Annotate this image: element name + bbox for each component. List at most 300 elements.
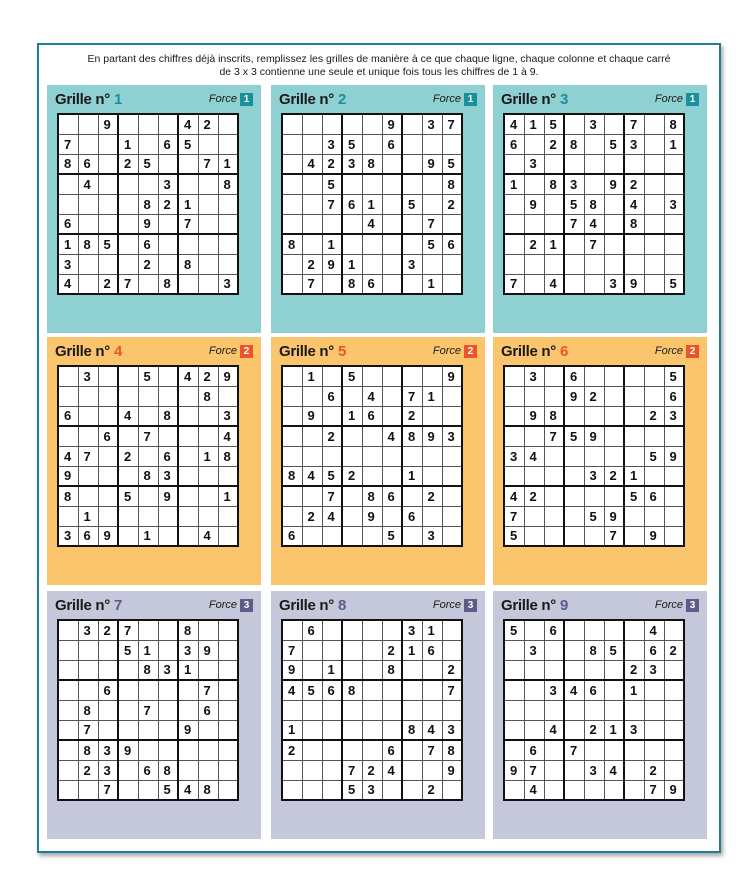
empty-cell[interactable] — [604, 366, 624, 386]
empty-cell[interactable] — [218, 114, 238, 134]
empty-cell[interactable] — [564, 114, 584, 134]
empty-cell[interactable] — [302, 234, 322, 254]
empty-cell[interactable] — [362, 174, 382, 194]
empty-cell[interactable] — [282, 114, 302, 134]
empty-cell[interactable] — [158, 154, 178, 174]
empty-cell[interactable] — [178, 486, 198, 506]
empty-cell[interactable] — [382, 680, 402, 700]
empty-cell[interactable] — [78, 680, 98, 700]
empty-cell[interactable] — [178, 386, 198, 406]
empty-cell[interactable] — [302, 720, 322, 740]
empty-cell[interactable] — [402, 114, 422, 134]
empty-cell[interactable] — [178, 466, 198, 486]
empty-cell[interactable] — [624, 506, 644, 526]
empty-cell[interactable] — [402, 740, 422, 760]
empty-cell[interactable] — [624, 640, 644, 660]
empty-cell[interactable] — [178, 426, 198, 446]
empty-cell[interactable] — [442, 406, 462, 426]
empty-cell[interactable] — [138, 114, 158, 134]
empty-cell[interactable] — [158, 680, 178, 700]
empty-cell[interactable] — [382, 274, 402, 294]
empty-cell[interactable] — [282, 446, 302, 466]
empty-cell[interactable] — [422, 700, 442, 720]
empty-cell[interactable] — [78, 406, 98, 426]
empty-cell[interactable] — [544, 446, 564, 466]
empty-cell[interactable] — [118, 466, 138, 486]
empty-cell[interactable] — [78, 274, 98, 294]
empty-cell[interactable] — [118, 760, 138, 780]
empty-cell[interactable] — [118, 720, 138, 740]
empty-cell[interactable] — [198, 760, 218, 780]
empty-cell[interactable] — [584, 700, 604, 720]
empty-cell[interactable] — [664, 700, 684, 720]
empty-cell[interactable] — [664, 680, 684, 700]
empty-cell[interactable] — [544, 760, 564, 780]
empty-cell[interactable] — [282, 406, 302, 426]
empty-cell[interactable] — [198, 720, 218, 740]
empty-cell[interactable] — [282, 386, 302, 406]
empty-cell[interactable] — [282, 274, 302, 294]
empty-cell[interactable] — [158, 740, 178, 760]
empty-cell[interactable] — [178, 740, 198, 760]
empty-cell[interactable] — [118, 234, 138, 254]
empty-cell[interactable] — [138, 174, 158, 194]
empty-cell[interactable] — [98, 134, 118, 154]
empty-cell[interactable] — [604, 740, 624, 760]
empty-cell[interactable] — [282, 780, 302, 800]
empty-cell[interactable] — [564, 254, 584, 274]
empty-cell[interactable] — [664, 466, 684, 486]
empty-cell[interactable] — [322, 526, 342, 546]
empty-cell[interactable] — [422, 760, 442, 780]
empty-cell[interactable] — [198, 486, 218, 506]
empty-cell[interactable] — [218, 720, 238, 740]
empty-cell[interactable] — [282, 426, 302, 446]
empty-cell[interactable] — [342, 114, 362, 134]
empty-cell[interactable] — [342, 700, 362, 720]
empty-cell[interactable] — [664, 214, 684, 234]
empty-cell[interactable] — [118, 174, 138, 194]
empty-cell[interactable] — [544, 486, 564, 506]
empty-cell[interactable] — [362, 526, 382, 546]
empty-cell[interactable] — [98, 194, 118, 214]
empty-cell[interactable] — [78, 386, 98, 406]
empty-cell[interactable] — [584, 254, 604, 274]
empty-cell[interactable] — [218, 700, 238, 720]
empty-cell[interactable] — [644, 700, 664, 720]
empty-cell[interactable] — [644, 680, 664, 700]
empty-cell[interactable] — [644, 466, 664, 486]
empty-cell[interactable] — [218, 506, 238, 526]
empty-cell[interactable] — [382, 506, 402, 526]
empty-cell[interactable] — [362, 640, 382, 660]
empty-cell[interactable] — [504, 214, 524, 234]
empty-cell[interactable] — [158, 234, 178, 254]
empty-cell[interactable] — [158, 526, 178, 546]
empty-cell[interactable] — [218, 780, 238, 800]
empty-cell[interactable] — [604, 780, 624, 800]
empty-cell[interactable] — [322, 366, 342, 386]
empty-cell[interactable] — [158, 700, 178, 720]
empty-cell[interactable] — [78, 134, 98, 154]
empty-cell[interactable] — [78, 214, 98, 234]
empty-cell[interactable] — [98, 506, 118, 526]
empty-cell[interactable] — [604, 660, 624, 680]
empty-cell[interactable] — [382, 234, 402, 254]
empty-cell[interactable] — [524, 274, 544, 294]
empty-cell[interactable] — [342, 640, 362, 660]
empty-cell[interactable] — [564, 780, 584, 800]
empty-cell[interactable] — [442, 446, 462, 466]
empty-cell[interactable] — [138, 680, 158, 700]
empty-cell[interactable] — [584, 406, 604, 426]
empty-cell[interactable] — [604, 680, 624, 700]
empty-cell[interactable] — [422, 254, 442, 274]
empty-cell[interactable] — [604, 406, 624, 426]
empty-cell[interactable] — [564, 620, 584, 640]
empty-cell[interactable] — [198, 254, 218, 274]
empty-cell[interactable] — [664, 506, 684, 526]
empty-cell[interactable] — [524, 720, 544, 740]
empty-cell[interactable] — [322, 640, 342, 660]
empty-cell[interactable] — [504, 234, 524, 254]
empty-cell[interactable] — [178, 174, 198, 194]
empty-cell[interactable] — [442, 506, 462, 526]
empty-cell[interactable] — [198, 506, 218, 526]
empty-cell[interactable] — [218, 620, 238, 640]
empty-cell[interactable] — [322, 700, 342, 720]
empty-cell[interactable] — [524, 134, 544, 154]
empty-cell[interactable] — [402, 760, 422, 780]
empty-cell[interactable] — [362, 366, 382, 386]
empty-cell[interactable] — [322, 620, 342, 640]
empty-cell[interactable] — [58, 174, 78, 194]
empty-cell[interactable] — [584, 740, 604, 760]
empty-cell[interactable] — [584, 174, 604, 194]
empty-cell[interactable] — [178, 700, 198, 720]
empty-cell[interactable] — [138, 406, 158, 426]
empty-cell[interactable] — [564, 154, 584, 174]
empty-cell[interactable] — [524, 254, 544, 274]
empty-cell[interactable] — [342, 660, 362, 680]
empty-cell[interactable] — [504, 194, 524, 214]
empty-cell[interactable] — [402, 154, 422, 174]
empty-cell[interactable] — [504, 254, 524, 274]
empty-cell[interactable] — [78, 486, 98, 506]
empty-cell[interactable] — [624, 620, 644, 640]
empty-cell[interactable] — [342, 214, 362, 234]
empty-cell[interactable] — [664, 154, 684, 174]
empty-cell[interactable] — [362, 134, 382, 154]
empty-cell[interactable] — [118, 366, 138, 386]
empty-cell[interactable] — [644, 174, 664, 194]
empty-cell[interactable] — [178, 154, 198, 174]
empty-cell[interactable] — [584, 154, 604, 174]
empty-cell[interactable] — [158, 386, 178, 406]
empty-cell[interactable] — [382, 254, 402, 274]
empty-cell[interactable] — [564, 274, 584, 294]
empty-cell[interactable] — [342, 506, 362, 526]
empty-cell[interactable] — [178, 680, 198, 700]
empty-cell[interactable] — [322, 760, 342, 780]
empty-cell[interactable] — [342, 526, 362, 546]
empty-cell[interactable] — [98, 466, 118, 486]
empty-cell[interactable] — [584, 446, 604, 466]
empty-cell[interactable] — [644, 234, 664, 254]
empty-cell[interactable] — [118, 214, 138, 234]
empty-cell[interactable] — [342, 720, 362, 740]
empty-cell[interactable] — [362, 234, 382, 254]
empty-cell[interactable] — [544, 700, 564, 720]
empty-cell[interactable] — [342, 486, 362, 506]
empty-cell[interactable] — [158, 214, 178, 234]
empty-cell[interactable] — [504, 700, 524, 720]
empty-cell[interactable] — [604, 700, 624, 720]
empty-cell[interactable] — [422, 680, 442, 700]
empty-cell[interactable] — [382, 386, 402, 406]
empty-cell[interactable] — [198, 174, 218, 194]
empty-cell[interactable] — [422, 194, 442, 214]
empty-cell[interactable] — [442, 386, 462, 406]
empty-cell[interactable] — [402, 134, 422, 154]
empty-cell[interactable] — [58, 720, 78, 740]
empty-cell[interactable] — [198, 194, 218, 214]
empty-cell[interactable] — [302, 134, 322, 154]
empty-cell[interactable] — [442, 700, 462, 720]
empty-cell[interactable] — [198, 660, 218, 680]
empty-cell[interactable] — [58, 506, 78, 526]
empty-cell[interactable] — [178, 274, 198, 294]
empty-cell[interactable] — [178, 760, 198, 780]
empty-cell[interactable] — [138, 506, 158, 526]
empty-cell[interactable] — [524, 660, 544, 680]
empty-cell[interactable] — [644, 386, 664, 406]
empty-cell[interactable] — [624, 780, 644, 800]
empty-cell[interactable] — [584, 274, 604, 294]
empty-cell[interactable] — [198, 406, 218, 426]
empty-cell[interactable] — [604, 426, 624, 446]
empty-cell[interactable] — [302, 660, 322, 680]
empty-cell[interactable] — [98, 214, 118, 234]
empty-cell[interactable] — [442, 254, 462, 274]
empty-cell[interactable] — [282, 154, 302, 174]
empty-cell[interactable] — [98, 640, 118, 660]
empty-cell[interactable] — [178, 406, 198, 426]
empty-cell[interactable] — [442, 620, 462, 640]
empty-cell[interactable] — [322, 214, 342, 234]
empty-cell[interactable] — [138, 720, 158, 740]
empty-cell[interactable] — [382, 366, 402, 386]
empty-cell[interactable] — [342, 174, 362, 194]
empty-cell[interactable] — [624, 406, 644, 426]
empty-cell[interactable] — [564, 406, 584, 426]
empty-cell[interactable] — [604, 386, 624, 406]
empty-cell[interactable] — [78, 780, 98, 800]
empty-cell[interactable] — [402, 446, 422, 466]
empty-cell[interactable] — [382, 700, 402, 720]
empty-cell[interactable] — [402, 366, 422, 386]
empty-cell[interactable] — [138, 486, 158, 506]
empty-cell[interactable] — [58, 660, 78, 680]
empty-cell[interactable] — [524, 700, 544, 720]
empty-cell[interactable] — [402, 234, 422, 254]
empty-cell[interactable] — [524, 506, 544, 526]
empty-cell[interactable] — [218, 680, 238, 700]
empty-cell[interactable] — [624, 446, 644, 466]
empty-cell[interactable] — [58, 680, 78, 700]
empty-cell[interactable] — [544, 214, 564, 234]
empty-cell[interactable] — [58, 760, 78, 780]
empty-cell[interactable] — [544, 526, 564, 546]
empty-cell[interactable] — [302, 426, 322, 446]
empty-cell[interactable] — [302, 194, 322, 214]
empty-cell[interactable] — [78, 254, 98, 274]
empty-cell[interactable] — [362, 680, 382, 700]
empty-cell[interactable] — [362, 446, 382, 466]
empty-cell[interactable] — [382, 466, 402, 486]
empty-cell[interactable] — [664, 426, 684, 446]
empty-cell[interactable] — [118, 660, 138, 680]
empty-cell[interactable] — [342, 446, 362, 466]
empty-cell[interactable] — [402, 700, 422, 720]
empty-cell[interactable] — [218, 234, 238, 254]
empty-cell[interactable] — [78, 194, 98, 214]
empty-cell[interactable] — [504, 426, 524, 446]
empty-cell[interactable] — [138, 740, 158, 760]
empty-cell[interactable] — [644, 194, 664, 214]
empty-cell[interactable] — [564, 466, 584, 486]
empty-cell[interactable] — [402, 526, 422, 546]
empty-cell[interactable] — [624, 366, 644, 386]
empty-cell[interactable] — [198, 426, 218, 446]
empty-cell[interactable] — [504, 406, 524, 426]
empty-cell[interactable] — [544, 780, 564, 800]
empty-cell[interactable] — [158, 640, 178, 660]
empty-cell[interactable] — [118, 680, 138, 700]
empty-cell[interactable] — [604, 486, 624, 506]
empty-cell[interactable] — [564, 660, 584, 680]
empty-cell[interactable] — [58, 620, 78, 640]
empty-cell[interactable] — [382, 620, 402, 640]
empty-cell[interactable] — [604, 446, 624, 466]
empty-cell[interactable] — [98, 720, 118, 740]
empty-cell[interactable] — [302, 700, 322, 720]
empty-cell[interactable] — [564, 700, 584, 720]
empty-cell[interactable] — [544, 466, 564, 486]
empty-cell[interactable] — [504, 720, 524, 740]
empty-cell[interactable] — [342, 234, 362, 254]
empty-cell[interactable] — [198, 740, 218, 760]
empty-cell[interactable] — [322, 740, 342, 760]
empty-cell[interactable] — [282, 134, 302, 154]
empty-cell[interactable] — [198, 134, 218, 154]
empty-cell[interactable] — [422, 446, 442, 466]
empty-cell[interactable] — [442, 780, 462, 800]
empty-cell[interactable] — [402, 174, 422, 194]
empty-cell[interactable] — [442, 526, 462, 546]
empty-cell[interactable] — [564, 640, 584, 660]
empty-cell[interactable] — [302, 740, 322, 760]
empty-cell[interactable] — [402, 660, 422, 680]
empty-cell[interactable] — [58, 640, 78, 660]
empty-cell[interactable] — [282, 506, 302, 526]
empty-cell[interactable] — [504, 154, 524, 174]
empty-cell[interactable] — [564, 526, 584, 546]
empty-cell[interactable] — [342, 740, 362, 760]
empty-cell[interactable] — [118, 194, 138, 214]
empty-cell[interactable] — [302, 214, 322, 234]
empty-cell[interactable] — [118, 254, 138, 274]
empty-cell[interactable] — [302, 760, 322, 780]
empty-cell[interactable] — [138, 780, 158, 800]
empty-cell[interactable] — [302, 486, 322, 506]
empty-cell[interactable] — [322, 780, 342, 800]
empty-cell[interactable] — [604, 194, 624, 214]
empty-cell[interactable] — [178, 446, 198, 466]
empty-cell[interactable] — [382, 780, 402, 800]
empty-cell[interactable] — [664, 620, 684, 640]
empty-cell[interactable] — [342, 620, 362, 640]
empty-cell[interactable] — [78, 466, 98, 486]
empty-cell[interactable] — [564, 486, 584, 506]
empty-cell[interactable] — [442, 466, 462, 486]
empty-cell[interactable] — [158, 114, 178, 134]
empty-cell[interactable] — [218, 740, 238, 760]
empty-cell[interactable] — [664, 526, 684, 546]
empty-cell[interactable] — [98, 486, 118, 506]
empty-cell[interactable] — [402, 274, 422, 294]
empty-cell[interactable] — [362, 740, 382, 760]
empty-cell[interactable] — [382, 446, 402, 466]
empty-cell[interactable] — [322, 720, 342, 740]
empty-cell[interactable] — [178, 234, 198, 254]
empty-cell[interactable] — [544, 640, 564, 660]
empty-cell[interactable] — [218, 526, 238, 546]
empty-cell[interactable] — [362, 114, 382, 134]
empty-cell[interactable] — [158, 620, 178, 640]
empty-cell[interactable] — [342, 426, 362, 446]
empty-cell[interactable] — [218, 760, 238, 780]
empty-cell[interactable] — [178, 526, 198, 546]
empty-cell[interactable] — [362, 660, 382, 680]
empty-cell[interactable] — [504, 780, 524, 800]
empty-cell[interactable] — [644, 274, 664, 294]
empty-cell[interactable] — [422, 174, 442, 194]
empty-cell[interactable] — [644, 114, 664, 134]
empty-cell[interactable] — [382, 406, 402, 426]
empty-cell[interactable] — [138, 620, 158, 640]
empty-cell[interactable] — [544, 740, 564, 760]
empty-cell[interactable] — [302, 526, 322, 546]
empty-cell[interactable] — [138, 134, 158, 154]
empty-cell[interactable] — [544, 194, 564, 214]
empty-cell[interactable] — [362, 426, 382, 446]
empty-cell[interactable] — [362, 620, 382, 640]
empty-cell[interactable] — [564, 446, 584, 466]
empty-cell[interactable] — [58, 780, 78, 800]
empty-cell[interactable] — [118, 386, 138, 406]
empty-cell[interactable] — [158, 426, 178, 446]
empty-cell[interactable] — [544, 366, 564, 386]
empty-cell[interactable] — [282, 620, 302, 640]
empty-cell[interactable] — [218, 386, 238, 406]
empty-cell[interactable] — [624, 760, 644, 780]
empty-cell[interactable] — [504, 680, 524, 700]
empty-cell[interactable] — [584, 134, 604, 154]
empty-cell[interactable] — [422, 134, 442, 154]
empty-cell[interactable] — [604, 214, 624, 234]
empty-cell[interactable] — [402, 214, 422, 234]
